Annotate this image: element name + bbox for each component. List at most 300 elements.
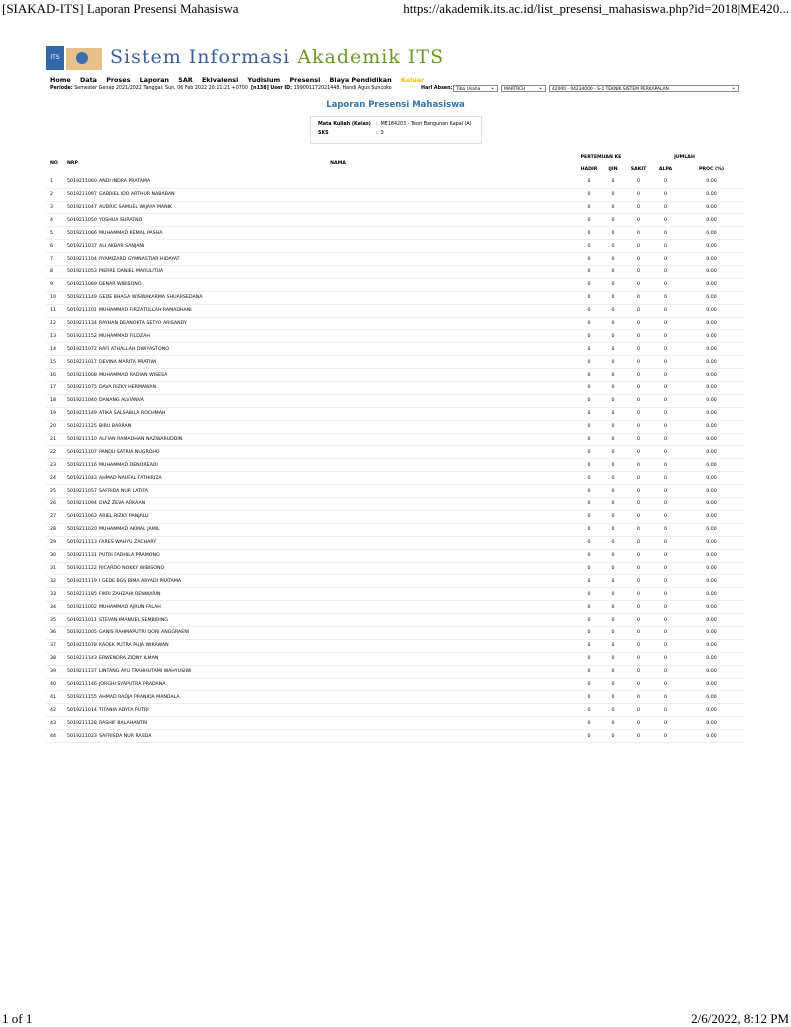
cell-hadir: 0 [577, 266, 601, 279]
cell-no: 30 [46, 549, 63, 562]
table-row [46, 188, 744, 201]
cell-nama: DENAR WIBISONO [99, 278, 577, 291]
cell-sakit: 0 [625, 382, 652, 395]
logo-text-part2: Akademik ITS [297, 46, 445, 68]
cell-hadir: 0 [577, 459, 601, 472]
cell-izin: 0 [601, 446, 625, 459]
cell-hadir: 0 [577, 394, 601, 407]
cell-hadir: 0 [577, 523, 601, 536]
cell-sakit: 0 [625, 420, 652, 433]
cell-hadir: 0 [577, 214, 601, 227]
cell-hadir: 0 [577, 343, 601, 356]
cell-proc: 0.00 [679, 498, 744, 511]
cell-hadir: 0 [577, 601, 601, 614]
sks-label: SKS [318, 131, 329, 136]
cell-izin: 0 [601, 536, 625, 549]
cell-nrp: 5019211125 [63, 420, 99, 433]
cell-alpa: 0 [652, 201, 679, 214]
cell-izin: 0 [601, 601, 625, 614]
cell-hadir: 0 [577, 420, 601, 433]
cell-alpa: 0 [652, 188, 679, 201]
menu-item-sar[interactable]: SAR [178, 76, 193, 84]
cell-proc: 0.00 [679, 356, 744, 369]
cell-izin: 0 [601, 652, 625, 665]
cell-sakit: 0 [625, 485, 652, 498]
table-row [46, 523, 744, 536]
cell-nrp: 5019211185 [63, 588, 99, 601]
cell-izin: 0 [601, 227, 625, 240]
table-row [46, 691, 744, 704]
cell-no: 35 [46, 614, 63, 627]
cell-hadir: 0 [577, 549, 601, 562]
cell-proc: 0.00 [679, 420, 744, 433]
cell-no: 10 [46, 291, 63, 304]
cell-nama: DAVA RIZKY HERMAWAN [99, 382, 577, 395]
cell-hadir: 0 [577, 614, 601, 627]
cell-alpa: 0 [652, 291, 679, 304]
cell-sakit: 0 [625, 665, 652, 678]
cell-izin: 0 [601, 575, 625, 588]
cell-proc: 0.00 [679, 291, 744, 304]
cell-nama: PANDU SATRIA NUGROHO [99, 446, 577, 459]
cell-nama: RAFI ATHALLAH DWIYASTONO [99, 343, 577, 356]
cell-izin: 0 [601, 691, 625, 704]
cell-sakit: 0 [625, 201, 652, 214]
table-row [46, 176, 744, 188]
cell-hadir: 0 [577, 330, 601, 343]
cell-izin: 0 [601, 523, 625, 536]
sks-row: SKS : 3 [318, 131, 384, 136]
cell-izin: 0 [601, 626, 625, 639]
cell-nrp: 5019211131 [63, 549, 99, 562]
cell-proc: 0.00 [679, 266, 744, 279]
cell-alpa: 0 [652, 382, 679, 395]
cell-alpa: 0 [652, 317, 679, 330]
cell-nama: MUHAMMAD AJRUN FALAH [99, 601, 577, 614]
cell-sakit: 0 [625, 227, 652, 240]
node-label: [n138] [250, 86, 269, 91]
menu-item-presensi[interactable]: Presensi [289, 76, 321, 84]
cell-proc: 0.00 [679, 188, 744, 201]
cell-alpa: 0 [652, 523, 679, 536]
cell-proc: 0.00 [679, 472, 744, 485]
cell-alpa: 0 [652, 498, 679, 511]
header-no: NO [50, 161, 58, 167]
logo-text [110, 46, 444, 68]
cell-izin: 0 [601, 639, 625, 652]
cell-no: 11 [46, 304, 63, 317]
cell-no: 43 [46, 717, 63, 730]
cell-hadir: 0 [577, 665, 601, 678]
cell-nama: RASHIF BALAHANTRI [99, 717, 577, 730]
cell-no: 41 [46, 691, 63, 704]
cell-sakit: 0 [625, 652, 652, 665]
cell-izin: 0 [601, 588, 625, 601]
cell-proc: 0.00 [679, 278, 744, 291]
cell-proc: 0.00 [679, 691, 744, 704]
user-id-value: 199001172021448, Handi Agus Suncoko [293, 86, 392, 91]
cell-izin: 0 [601, 394, 625, 407]
cell-izin: 0 [601, 549, 625, 562]
header-pertemuan: PERTEMUAN KE [580, 155, 622, 161]
cell-nrp: 5019211128 [63, 717, 99, 730]
cell-nama: DIAZ ZEVA ARKAAN [99, 498, 577, 511]
table-row [46, 639, 744, 652]
cell-izin: 0 [601, 201, 625, 214]
cell-nrp: 5019211101 [63, 304, 99, 317]
cell-sakit: 0 [625, 510, 652, 523]
cell-proc: 0.00 [679, 704, 744, 717]
header-proc: PROC (%) [698, 167, 725, 173]
cell-proc: 0.00 [679, 717, 744, 730]
cell-proc: 0.00 [679, 665, 744, 678]
cell-izin: 0 [601, 317, 625, 330]
cell-sakit: 0 [625, 678, 652, 691]
cell-nrp: 5019211149 [63, 407, 99, 420]
menu-item-proses[interactable]: Proses [106, 76, 131, 84]
cell-no: 26 [46, 498, 63, 511]
table-row [46, 678, 744, 691]
cell-nrp: 5019211017 [63, 356, 99, 369]
cell-no: 8 [46, 266, 63, 279]
cell-proc: 0.00 [679, 433, 744, 446]
cell-proc: 0.00 [679, 562, 744, 575]
course-label: Mata Kuliah (Kelas) [318, 122, 371, 127]
cell-izin: 0 [601, 266, 625, 279]
cell-sakit: 0 [625, 575, 652, 588]
table-row [46, 214, 744, 227]
cell-nama: GANIS RAHMAPUTRI QORI ANGGRAENI [99, 626, 577, 639]
header-nrp: NRP [67, 161, 78, 167]
cell-sakit: 0 [625, 240, 652, 253]
cell-nama: STEVAN IMANUEL SEMBIRING [99, 614, 577, 627]
cell-sakit: 0 [625, 498, 652, 511]
cell-nama: ERWENDRA ZIDNY ILMAN [99, 652, 577, 665]
cell-no: 7 [46, 253, 63, 266]
cell-alpa: 0 [652, 176, 679, 188]
cell-nrp: 5019211040 [63, 394, 99, 407]
cell-nama: RAYHAN DEANOKTA SETYO ARISANDY [99, 317, 577, 330]
course-row: Mata Kuliah (Kelas) : ME184203 - Teori Bangunan Kapal (A) [318, 122, 472, 127]
cell-alpa: 0 [652, 730, 679, 743]
cell-no: 19 [46, 407, 63, 420]
cell-no: 5 [46, 227, 63, 240]
table-row [46, 343, 744, 356]
table-row [46, 588, 744, 601]
cell-alpa: 0 [652, 626, 679, 639]
cell-no: 32 [46, 575, 63, 588]
table-row [46, 356, 744, 369]
cell-nrp: 5019211069 [63, 278, 99, 291]
cell-proc: 0.00 [679, 485, 744, 498]
cell-izin: 0 [601, 291, 625, 304]
cell-hadir: 0 [577, 730, 601, 743]
cell-nrp: 5019211014 [63, 704, 99, 717]
cell-nrp: 5019211053 [63, 266, 99, 279]
logo-text-part1: Sistem Informasi [110, 46, 291, 68]
cell-sakit: 0 [625, 536, 652, 549]
cell-izin: 0 [601, 304, 625, 317]
cell-nrp: 5019211119 [63, 575, 99, 588]
browser-url: https://akademik.its.ac.id/list_presensi_mahasiswa.php?id=2018|ME420... [403, 1, 789, 16]
cell-hadir: 0 [577, 588, 601, 601]
cell-alpa: 0 [652, 394, 679, 407]
menu-item-biaya-pendidikan[interactable]: Biaya Pendidikan [329, 76, 392, 84]
cell-proc: 0.00 [679, 317, 744, 330]
cell-nrp: 5019211002 [63, 601, 99, 614]
cell-sakit: 0 [625, 639, 652, 652]
cell-sakit: 0 [625, 704, 652, 717]
cell-nrp: 5019211094 [63, 498, 99, 511]
table-row [46, 407, 744, 420]
cell-proc: 0.00 [679, 575, 744, 588]
cell-izin: 0 [601, 498, 625, 511]
cell-proc: 0.00 [679, 304, 744, 317]
cell-nama: ATIKA SALSABILA ROCHMAH [99, 407, 577, 420]
cell-nrp: 5019211072 [63, 343, 99, 356]
table-row [46, 652, 744, 665]
cell-sakit: 0 [625, 291, 652, 304]
cell-no: 42 [46, 704, 63, 717]
cell-nama: DANANG ALVIANVA [99, 394, 577, 407]
cell-nrp: 5019211050 [63, 214, 99, 227]
cell-nrp: 5019211057 [63, 485, 99, 498]
cell-hadir: 0 [577, 536, 601, 549]
cell-sakit: 0 [625, 266, 652, 279]
cell-sakit: 0 [625, 188, 652, 201]
attendance-table-body [46, 176, 744, 743]
table-row [46, 704, 744, 717]
cell-nama: FIKRI ZAHZAHI RENWARIN [99, 588, 577, 601]
cell-proc: 0.00 [679, 369, 744, 382]
menu-item-laporan[interactable]: Laporan [139, 76, 169, 84]
header-izin: IJIN [608, 167, 618, 173]
table-row [46, 459, 744, 472]
cell-hadir: 0 [577, 304, 601, 317]
cell-proc: 0.00 [679, 176, 744, 188]
cell-alpa: 0 [652, 369, 679, 382]
cell-nama: SAFRIDA NUR LATIFA [99, 485, 577, 498]
cell-nama: GABRIEL IDO ARTHUR NABABAN [99, 188, 577, 201]
cell-nama: MUHAMMAD FILDZAH [99, 330, 577, 343]
course-info-box [310, 116, 482, 144]
table-row [46, 510, 744, 523]
table-row [46, 485, 744, 498]
cell-sakit: 0 [625, 343, 652, 356]
cell-proc: 0.00 [679, 730, 744, 743]
menu-item-data[interactable]: Data [79, 76, 97, 84]
cell-alpa: 0 [652, 214, 679, 227]
table-row [46, 717, 744, 730]
cell-alpa: 0 [652, 717, 679, 730]
cell-alpa: 0 [652, 420, 679, 433]
cell-proc: 0.00 [679, 407, 744, 420]
cell-proc: 0.00 [679, 614, 744, 627]
cell-no: 3 [46, 201, 63, 214]
cell-no: 28 [46, 523, 63, 536]
cell-nrp: 5019211143 [63, 652, 99, 665]
cell-izin: 0 [601, 665, 625, 678]
cell-nama: TITANIA ADYFA PUTRI [99, 704, 577, 717]
menu-item-keluar[interactable]: Keluar [400, 76, 425, 84]
cell-nama: YOSHUA SURATNO [99, 214, 577, 227]
cell-sakit: 0 [625, 549, 652, 562]
cell-izin: 0 [601, 485, 625, 498]
cell-nrp: 5019211060 [63, 176, 99, 188]
hari-absen-select[interactable]: Tiba Usaha ⌄ [453, 85, 498, 92]
cell-izin: 0 [601, 562, 625, 575]
cell-hadir: 0 [577, 382, 601, 395]
cell-izin: 0 [601, 278, 625, 291]
cell-no: 1 [46, 176, 63, 188]
cell-hadir: 0 [577, 433, 601, 446]
cell-no: 16 [46, 369, 63, 382]
cell-sakit: 0 [625, 369, 652, 382]
cell-izin: 0 [601, 330, 625, 343]
cell-sakit: 0 [625, 562, 652, 575]
cell-nama: MUHAMMAD AKMAL JAMIL [99, 523, 577, 536]
table-row [46, 549, 744, 562]
cell-proc: 0.00 [679, 330, 744, 343]
cell-nrp: 5019211104 [63, 253, 99, 266]
cell-nrp: 5019211023 [63, 730, 99, 743]
cell-nrp: 5019211078 [63, 639, 99, 652]
cell-proc: 0.00 [679, 227, 744, 240]
cell-alpa: 0 [652, 407, 679, 420]
cell-nama: MUHAMMAD DENOREADI [99, 459, 577, 472]
cell-nrp: 5019211116 [63, 459, 99, 472]
cell-hadir: 0 [577, 510, 601, 523]
cell-sakit: 0 [625, 588, 652, 601]
cell-no: 37 [46, 639, 63, 652]
cell-proc: 0.00 [679, 639, 744, 652]
cell-sakit: 0 [625, 691, 652, 704]
unit-select[interactable]: 42000 - 04234000 - S-1 TEKNIK SISTEM PERKAPALAN ⌄ [549, 85, 739, 92]
course-value: ME184203 - Teori Bangunan Kapal (A) [380, 122, 472, 127]
table-row [46, 420, 744, 433]
table-row [46, 240, 744, 253]
cell-no: 9 [46, 278, 63, 291]
cell-nrp: 5019211110 [63, 433, 99, 446]
table-row [46, 433, 744, 446]
hari-absen-label: Hari Absen: [421, 86, 453, 91]
table-row [46, 446, 744, 459]
cell-alpa: 0 [652, 240, 679, 253]
cell-hadir: 0 [577, 626, 601, 639]
cell-sakit: 0 [625, 176, 652, 188]
cell-nrp: 5019211020 [63, 523, 99, 536]
menu-item-ekivalensi[interactable]: Ekivalensi [201, 76, 239, 84]
cell-alpa: 0 [652, 253, 679, 266]
cell-no: 29 [46, 536, 63, 549]
cell-proc: 0.00 [679, 536, 744, 549]
cell-izin: 0 [601, 704, 625, 717]
cell-no: 24 [46, 472, 63, 485]
cell-hadir: 0 [577, 691, 601, 704]
cell-alpa: 0 [652, 652, 679, 665]
menu-item-yudisium[interactable]: Yudisium [247, 76, 281, 84]
period-label: Periode: [50, 86, 73, 91]
cell-hadir: 0 [577, 369, 601, 382]
header-jumlah: JUMLAH [674, 155, 695, 161]
cell-izin: 0 [601, 730, 625, 743]
table-row [46, 536, 744, 549]
cell-nama: LINTANG AYU TRAHHUTAMI WAHYUSIWI [99, 665, 577, 678]
cell-izin: 0 [601, 253, 625, 266]
cell-nrp: 5019211075 [63, 382, 99, 395]
cell-sakit: 0 [625, 472, 652, 485]
sks-value: 3 [380, 131, 384, 136]
cell-nama: ARIEL RIZKY PANJALU [99, 510, 577, 523]
cell-proc: 0.00 [679, 601, 744, 614]
cell-alpa: 0 [652, 588, 679, 601]
table-row [46, 266, 744, 279]
cell-izin: 0 [601, 343, 625, 356]
cell-izin: 0 [601, 459, 625, 472]
cell-hadir: 0 [577, 575, 601, 588]
cell-alpa: 0 [652, 485, 679, 498]
cell-hadir: 0 [577, 562, 601, 575]
cell-no: 39 [46, 665, 63, 678]
cell-nrp: 5019211047 [63, 201, 99, 214]
cell-nama: MUHAMMAD RADIAN WISESA [99, 369, 577, 382]
table-row [46, 304, 744, 317]
cell-hadir: 0 [577, 652, 601, 665]
table-row [46, 601, 744, 614]
cell-sakit: 0 [625, 614, 652, 627]
cell-no: 15 [46, 356, 63, 369]
table-row [46, 394, 744, 407]
period-value: Semester Genap 2021/2022 Tanggal: Sun, 06 Feb 2022 20:11:21 +0700 [74, 86, 248, 91]
cell-proc: 0.00 [679, 459, 744, 472]
cell-proc: 0.00 [679, 394, 744, 407]
cell-hadir: 0 [577, 188, 601, 201]
cell-proc: 0.00 [679, 652, 744, 665]
cell-sakit: 0 [625, 214, 652, 227]
cell-no: 44 [46, 730, 63, 743]
cell-hadir: 0 [577, 704, 601, 717]
cell-izin: 0 [601, 214, 625, 227]
cell-alpa: 0 [652, 330, 679, 343]
cell-nrp: 5019211134 [63, 317, 99, 330]
cell-sakit: 0 [625, 317, 652, 330]
menu-item-home[interactable]: Home [50, 76, 71, 84]
cell-nrp: 5019211137 [63, 665, 99, 678]
cell-hadir: 0 [577, 201, 601, 214]
cell-proc: 0.00 [679, 626, 744, 639]
cell-no: 22 [46, 446, 63, 459]
cell-alpa: 0 [652, 266, 679, 279]
cell-alpa: 0 [652, 691, 679, 704]
cell-nama: ANDI INDRA PRATAMA [99, 176, 577, 188]
table-row [46, 201, 744, 214]
table-row [46, 369, 744, 382]
cell-izin: 0 [601, 188, 625, 201]
cell-alpa: 0 [652, 356, 679, 369]
cell-nrp: 5019211149 [63, 291, 99, 304]
cell-no: 13 [46, 330, 63, 343]
cell-no: 18 [46, 394, 63, 407]
table-row [46, 382, 744, 395]
sort-select[interactable]: MARTRCH ⌄ [501, 85, 546, 92]
cell-proc: 0.00 [679, 510, 744, 523]
cell-hadir: 0 [577, 498, 601, 511]
cell-nama: I GEDE BGS BIMA ARYADI PRATAMA [99, 575, 577, 588]
cell-sakit: 0 [625, 626, 652, 639]
header-nama: NAMA [330, 161, 346, 167]
main-menu [50, 76, 431, 84]
cell-hadir: 0 [577, 446, 601, 459]
